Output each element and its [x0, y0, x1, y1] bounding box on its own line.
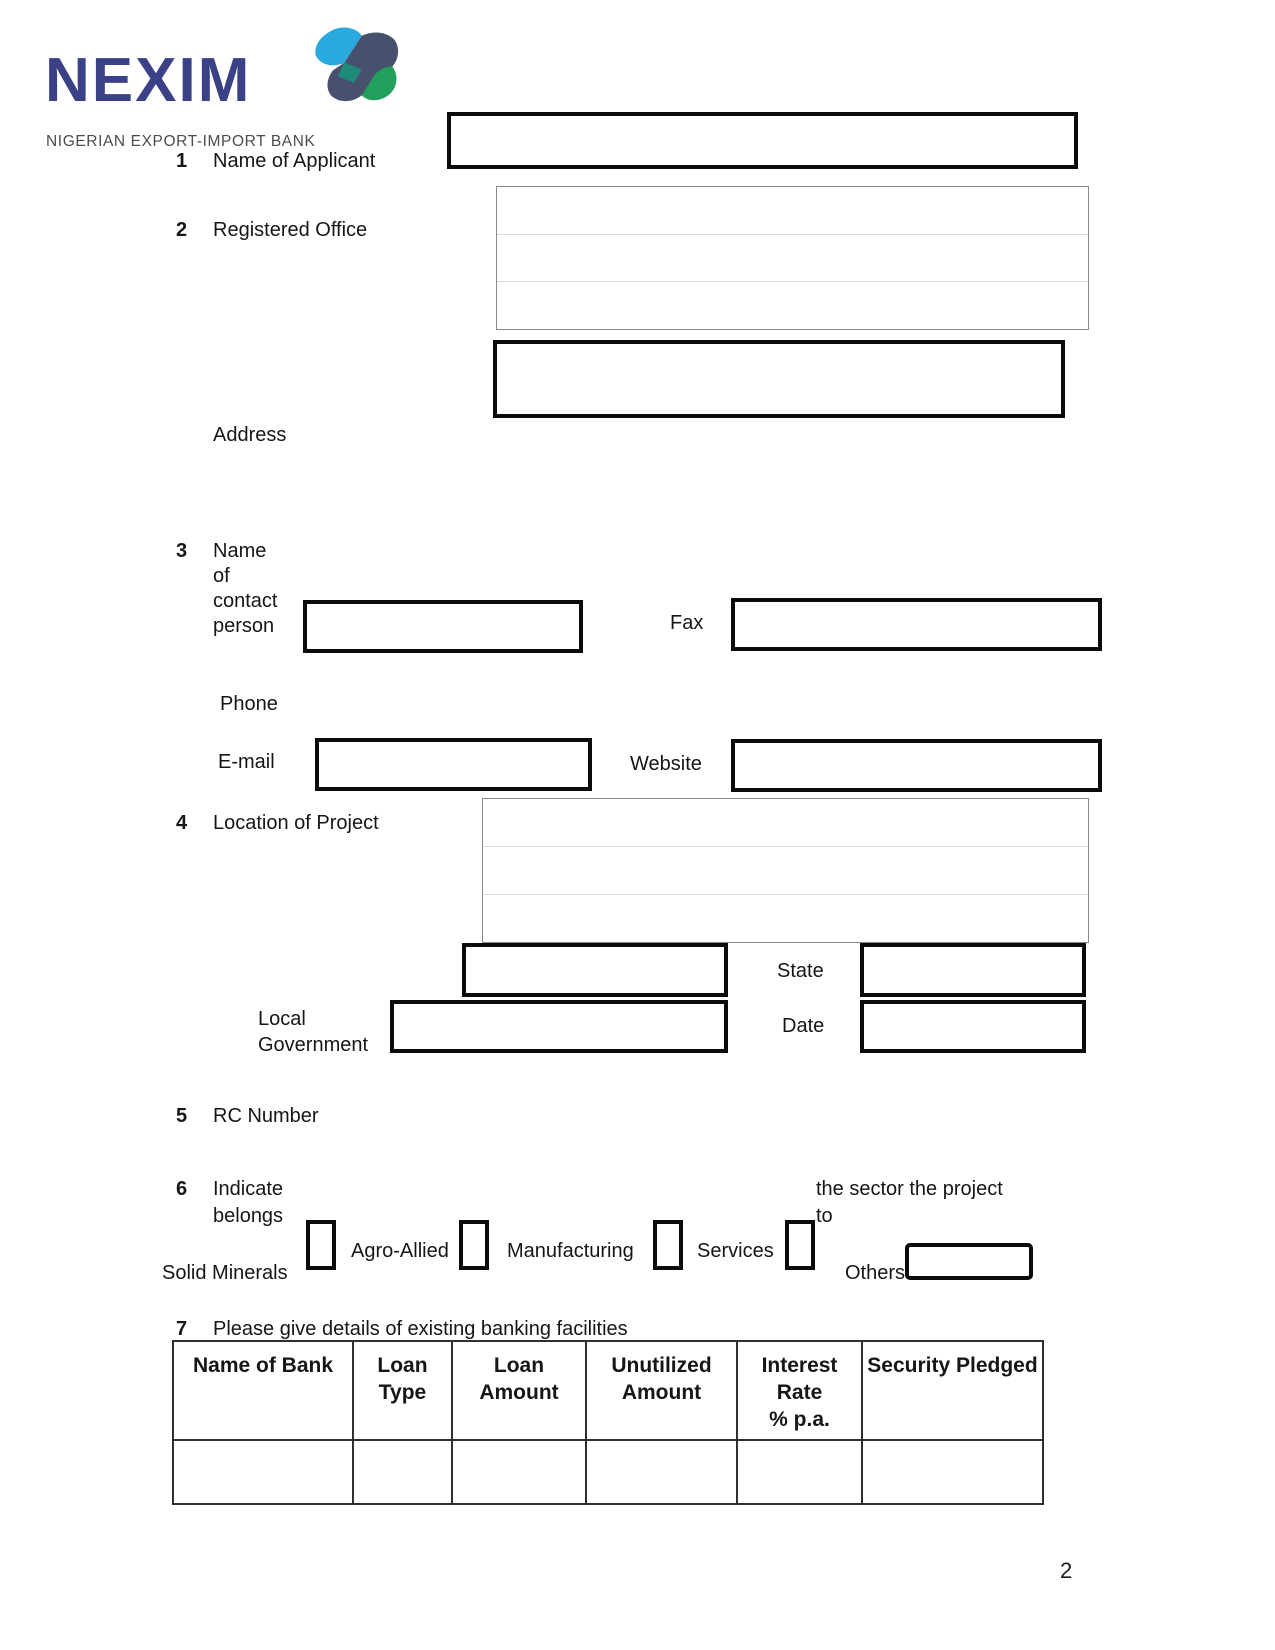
local-government-label-line1: Local [258, 1008, 306, 1030]
table-data-row [173, 1440, 1043, 1504]
date-input[interactable] [860, 1000, 1086, 1053]
website-input[interactable] [731, 739, 1102, 792]
project-location-line-1[interactable] [483, 799, 1088, 847]
fax-input[interactable] [731, 598, 1102, 651]
contact-person-input[interactable] [303, 600, 583, 653]
item4-number: 4 [176, 812, 188, 834]
header-name-of-bank: Name of Bank [173, 1341, 353, 1440]
item6-label-part1: Indicate [213, 1178, 284, 1200]
website-label: Website [630, 753, 702, 775]
page-number: 2 [1060, 1558, 1073, 1583]
registered-office-input-group [496, 186, 1089, 330]
header-loan-type: Loan Type [353, 1341, 452, 1440]
project-location-line-3[interactable] [483, 895, 1088, 941]
option-label-agro-allied: Agro-Allied [351, 1240, 449, 1262]
project-location-input-group [482, 798, 1089, 943]
item5-number: 5 [176, 1105, 188, 1127]
header-security-pledged: Security Pledged [862, 1341, 1043, 1440]
cell-loan-amount[interactable] [452, 1440, 586, 1504]
others-label: Others [845, 1262, 906, 1284]
cell-interest-rate[interactable] [737, 1440, 862, 1504]
item6-label-part2: the sector the project [816, 1178, 1003, 1200]
state-label: State [777, 960, 824, 982]
applicant-name-input[interactable] [447, 112, 1078, 169]
item3-label-line2: of [213, 565, 230, 587]
item6-label-part4: to [816, 1205, 833, 1227]
registered-office-line-1[interactable] [497, 187, 1088, 235]
option-label-services: Services [697, 1240, 774, 1262]
checkbox-manufacturing[interactable] [653, 1220, 683, 1270]
item3-label-line1: Name [213, 540, 267, 562]
item2-label: Registered Office [213, 219, 368, 241]
table-header-row [173, 1341, 1043, 1440]
item6-label-part3: belongs [213, 1205, 284, 1227]
location-city-input[interactable] [462, 943, 728, 997]
local-government-input[interactable] [390, 1000, 728, 1053]
option-label-solid-minerals: Solid Minerals [162, 1262, 288, 1284]
item5-label: RC Number [213, 1105, 319, 1127]
item7-label: Please give details of existing banking facilities [213, 1318, 628, 1340]
checkbox-services[interactable] [785, 1220, 815, 1270]
email-input[interactable] [315, 738, 592, 791]
cell-name-of-bank[interactable] [173, 1440, 353, 1504]
nexim-logo-tagline: NIGERIAN EXPORT-IMPORT BANK [46, 133, 316, 150]
item1-number: 1 [176, 150, 188, 172]
project-location-line-2[interactable] [483, 847, 1088, 895]
option-label-manufacturing: Manufacturing [507, 1240, 634, 1262]
cell-security-pledged[interactable] [862, 1440, 1043, 1504]
nexim-swoosh-logo-icon [306, 26, 402, 108]
item3-label-line3: contact [213, 590, 278, 612]
phone-label: Phone [220, 693, 278, 715]
header-loan-amount: Loan Amount [452, 1341, 586, 1440]
header-unutilized-amount: Unutilized Amount [586, 1341, 737, 1440]
item3-label-line4: person [213, 615, 275, 637]
local-government-label-line2: Government [258, 1034, 369, 1056]
checkbox-agro-allied[interactable] [459, 1220, 489, 1270]
item4-label: Location of Project [213, 812, 379, 834]
state-input[interactable] [860, 943, 1086, 997]
banking-facilities-table [172, 1340, 1044, 1505]
item6-number: 6 [176, 1178, 188, 1200]
address-label: Address [213, 424, 287, 446]
nexim-logo-wordmark: NEXIM [45, 46, 252, 115]
date-label: Date [782, 1015, 825, 1037]
registered-office-line-3[interactable] [497, 282, 1088, 328]
email-label: E-mail [218, 751, 275, 773]
item7-number: 7 [176, 1318, 188, 1340]
registered-office-line-2[interactable] [497, 235, 1088, 282]
address-input[interactable] [493, 340, 1065, 418]
fax-label: Fax [670, 612, 704, 634]
cell-loan-type[interactable] [353, 1440, 452, 1504]
item3-number: 3 [176, 540, 188, 562]
header-interest-rate: Interest Rate % p.a. [737, 1341, 862, 1440]
item1-label: Name of Applicant [213, 150, 376, 172]
checkbox-solid-minerals[interactable] [306, 1220, 336, 1270]
item2-number: 2 [176, 219, 188, 241]
cell-unutilized-amount[interactable] [586, 1440, 737, 1504]
others-input[interactable] [905, 1243, 1033, 1280]
